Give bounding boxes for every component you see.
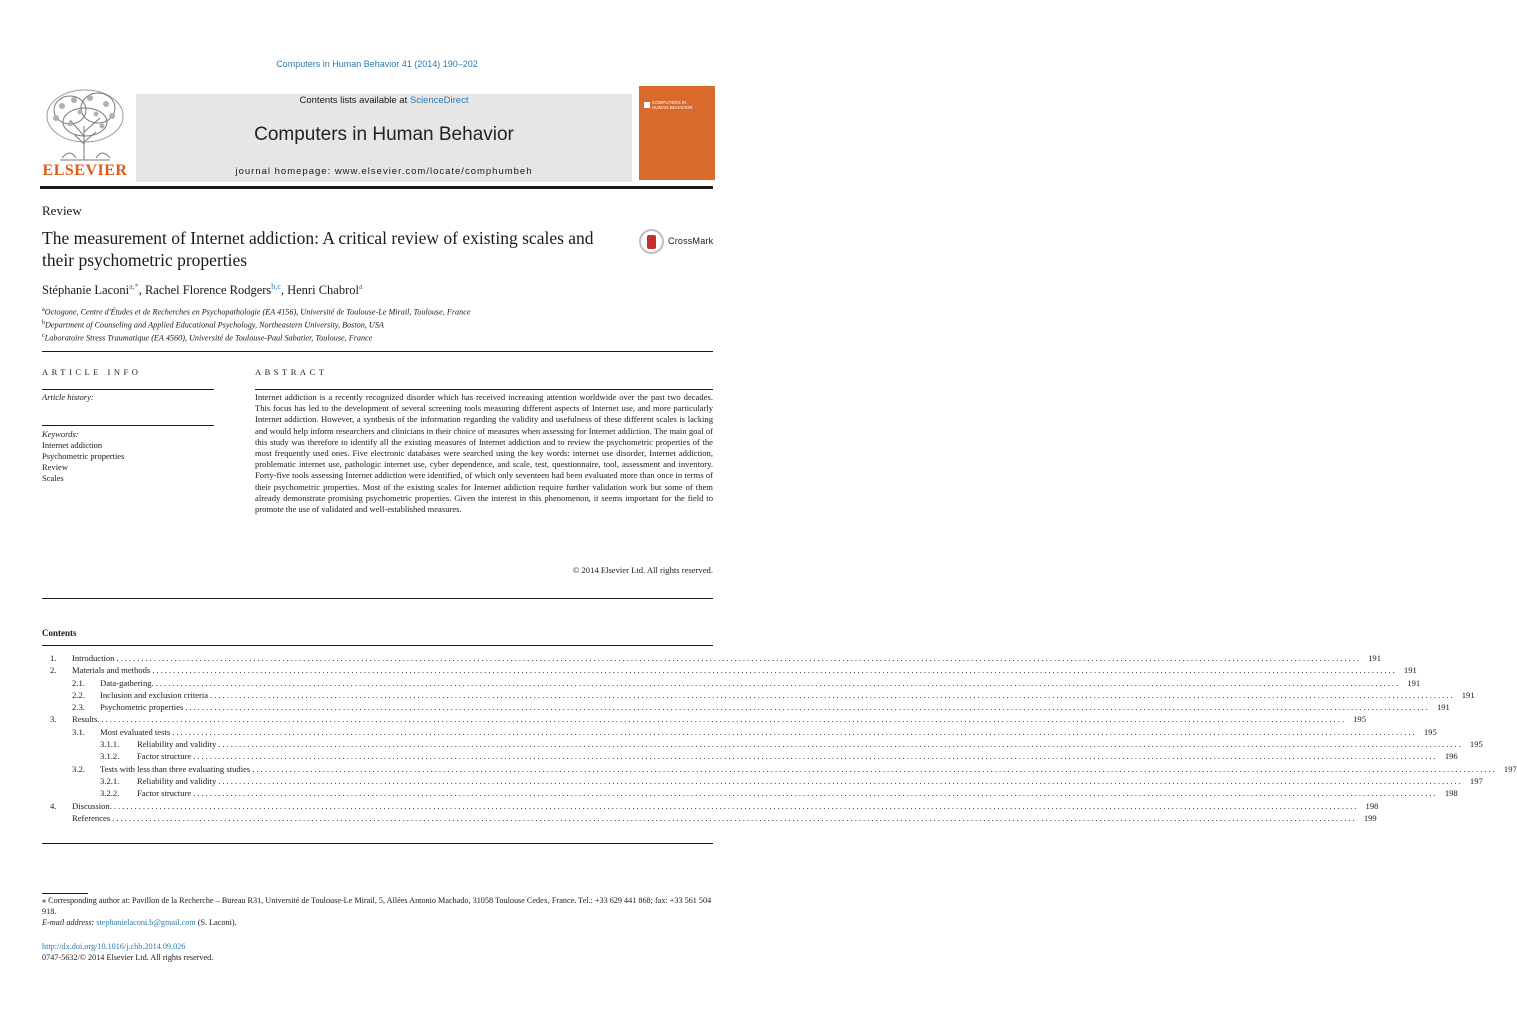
toc-page-number: 199: [1363, 812, 1377, 823]
toc-number: 2.: [50, 665, 57, 676]
toc-page-number: 198: [1365, 800, 1379, 811]
affiliations: [42, 305, 471, 345]
toc-number: 3.1.: [72, 726, 85, 737]
header-rule: [40, 186, 713, 189]
toc-page-number: 195: [1469, 739, 1483, 750]
toc-number: 3.2.2.: [100, 788, 120, 799]
toc-title[interactable]: Reliability and validity: [137, 739, 217, 750]
sciencedirect-link[interactable]: ScienceDirect: [409, 95, 469, 106]
toc-entry[interactable]: [42, 653, 1382, 665]
toc-leader-dots: ............................................................................................................................................................................................................................................................................................................: [193, 788, 1438, 799]
contents-prefix: Contents lists available at: [299, 95, 410, 106]
affiliation-item: $^a$Octogone, Centre d'Études et de Recherches en Psychopathologie (EA 4156), Université de Toulouse-Le Mirail, Toulouse, France: [42, 307, 471, 317]
crossmark-label: CrossMark: [668, 236, 714, 246]
elsevier-tree-logo-icon: [40, 86, 130, 180]
corresponding-author-footnote: [42, 895, 713, 929]
toc-entry[interactable]: [42, 702, 1450, 714]
author-name: Henri Chabrol: [287, 283, 359, 298]
keyword: Review: [42, 462, 68, 472]
affiliation-item: $^c$Laboratoire Stress Traumatique (EA 4560), Université de Toulouse-Paul Sabatier, Toulouse, France: [42, 333, 373, 344]
toc-leader-dots: ............................................................................................................................................................................................................................................................................................................: [101, 714, 1346, 725]
author-list: Stéphanie Laconi$^{a,*}$, Rachel Florence Rodgers$^{b,c}$, Henri Chabrol$^a$: [42, 282, 363, 298]
journal-banner: [136, 94, 632, 182]
footnote-text: Corresponding author at: Pavillon de la Recherche – Bureau R31, Université de Toulouse-Le Mirail, 5, Allées Antonio Machado, 31058 Toulouse Cedex, France. Tel.: +33 629 441 868; fax: +33 561 504 918.: [42, 896, 712, 917]
toc-number: 2.2.: [72, 689, 85, 700]
toc-leader-dots: ............................................................................................................................................................................................................................................................................................................: [155, 677, 1401, 688]
toc-leader-dots: ............................................................................................................................................................................................................................................................................................................: [113, 800, 1359, 811]
author-name: Rachel Florence Rodgers: [144, 283, 272, 298]
keywords-block: [42, 429, 124, 484]
toc-entry[interactable]: [42, 751, 1458, 763]
toc-number: 2.3.: [72, 702, 85, 713]
running-head[interactable]: Computers in Human Behavior 41 (2014) 190–202: [276, 59, 478, 69]
toc-title[interactable]: Discussion.: [72, 800, 112, 811]
crossmark-icon: [639, 229, 664, 254]
footnote-rule: [42, 893, 88, 894]
table-of-contents: [42, 653, 1517, 825]
toc-leader-dots: ............................................................................................................................................................................................................................................................................................................: [172, 726, 1417, 737]
keywords-label: Keywords:: [42, 429, 79, 439]
toc-leader-dots: ............................................................................................................................................................................................................................................................................................................: [185, 702, 1430, 713]
toc-title[interactable]: Most evaluated tests: [100, 726, 171, 737]
crossmark-button[interactable]: [638, 229, 728, 257]
toc-title[interactable]: Materials and methods: [72, 665, 151, 676]
toc-number: 3.: [50, 714, 57, 725]
article-title: The measurement of Internet addiction: A critical review of existing scales and their psychometric properties: [42, 228, 594, 270]
contents-heading: Contents: [42, 628, 77, 638]
abstract-copyright: © 2014 Elsevier Ltd. All rights reserved.: [572, 565, 713, 575]
contents-rule: [42, 645, 713, 646]
author-name: Stéphanie Laconi: [42, 283, 130, 298]
journal-homepage[interactable]: journal homepage: www.elsevier.com/locate/comphumbeh: [235, 166, 533, 177]
toc-leader-dots: ............................................................................................................................................................................................................................................................................................................: [116, 653, 1362, 663]
journal-title: Computers in Human Behavior: [254, 124, 514, 145]
article-history-label: Article history:: [42, 392, 94, 402]
author-affiliation-marker[interactable]: a,*: [129, 282, 139, 291]
toc-entry[interactable]: [42, 689, 1475, 702]
doi-link[interactable]: http://dx.doi.org/10.1016/j.chb.2014.09.026: [42, 942, 186, 951]
toc-leader-dots: ............................................................................................................................................................................................................................................................................................................: [218, 775, 1463, 786]
toc-leader-dots: ............................................................................................................................................................................................................................................................................................................: [252, 763, 1497, 774]
toc-entry[interactable]: [42, 788, 1458, 800]
toc-page-number: 196: [1444, 751, 1458, 762]
author-affiliation-marker[interactable]: a: [358, 282, 363, 291]
abstract-rule: [255, 389, 713, 390]
cover-title: COMPUTERS IN HUMAN BEHAVIOR: [652, 100, 693, 110]
toc-page-number: 191: [1403, 665, 1417, 676]
toc-page-number: 191: [1436, 702, 1450, 713]
toc-number: 3.1.2.: [100, 751, 120, 762]
toc-number: 2.1.: [72, 677, 85, 688]
keyword: Internet addiction: [42, 440, 103, 450]
toc-title[interactable]: Factor structure: [137, 788, 192, 799]
publisher-name: ELSEVIER: [42, 162, 128, 179]
toc-title[interactable]: References: [72, 812, 111, 823]
toc-page-number: 191: [1461, 689, 1475, 700]
toc-entry[interactable]: [42, 714, 1366, 726]
toc-page-number: 191: [1368, 653, 1382, 663]
author-affiliation-marker[interactable]: b,c: [271, 282, 281, 291]
doi-block: [42, 941, 213, 963]
contents-line: [136, 95, 632, 106]
email-suffix: (S. Laconi).: [195, 918, 237, 928]
toc-number: 1.: [50, 653, 57, 663]
toc-entry[interactable]: [42, 726, 1437, 739]
keywords-rule: [42, 425, 214, 426]
toc-page-number: 197: [1469, 775, 1483, 786]
toc-leader-dots: ............................................................................................................................................................................................................................................................................................................: [193, 751, 1438, 762]
toc-leader-dots: ............................................................................................................................................................................................................................................................................................................: [210, 689, 1455, 700]
keyword: Psychometric properties: [42, 451, 125, 461]
toc-page-number: 195: [1353, 714, 1366, 725]
toc-page-number: 198: [1444, 788, 1458, 799]
abstract-heading: ABSTRACT: [255, 367, 328, 377]
toc-leader-dots: ............................................................................................................................................................................................................................................................................................................: [152, 665, 1397, 676]
email-label: E-mail address:: [42, 918, 97, 928]
toc-leader-dots: ............................................................................................................................................................................................................................................................................................................: [218, 739, 1463, 750]
keyword: Scales: [42, 473, 64, 483]
toc-entry[interactable]: [42, 775, 1483, 788]
journal-masthead: [40, 86, 713, 182]
toc-entry[interactable]: [42, 739, 1483, 751]
footnote-marker: ⁎: [42, 896, 47, 905]
toc-page-number: 191: [1407, 677, 1421, 688]
toc-title[interactable]: Factor structure: [137, 751, 192, 762]
toc-leader-dots: ............................................................................................................................................................................................................................................................................................................: [112, 812, 1357, 823]
toc-title[interactable]: Psychometric properties: [100, 702, 184, 713]
email-link[interactable]: stephanielaconi.b@gmail.com: [96, 918, 196, 928]
toc-title[interactable]: Data-gathering.: [100, 677, 154, 688]
toc-number: 4.: [50, 800, 57, 811]
toc-title[interactable]: Tests with less than three evaluating studies: [100, 763, 251, 774]
toc-entry[interactable]: [42, 665, 1417, 677]
section-divider: [42, 351, 713, 352]
article-info-heading: ARTICLE INFO: [42, 367, 142, 377]
toc-title[interactable]: Results.: [72, 714, 100, 725]
cover-badge-icon: [644, 102, 650, 108]
toc-entry[interactable]: [42, 677, 1421, 690]
article-type: Review: [42, 203, 82, 218]
toc-title[interactable]: Reliability and validity: [137, 775, 217, 786]
affiliation-item: $^b$Department of Counseling and Applied Educational Psychology, Northeastern University, Boston, USA: [42, 320, 384, 330]
toc-number: 3.1.1.: [100, 739, 120, 750]
toc-page-number: 195: [1423, 726, 1437, 737]
abstract-text: Internet addiction is a recently recognized disorder which has received increasing attention worldwide over the past two decades. This focus has led to the development of several screening tools measuring different aspects of Internet use, and more particularly Internet addiction. However, a synthesis of the information regarding the validity and usefulness of these different scales is lacking and would help inform researchers and clinicians in their choice of measures when assessing for Internet addiction. The main goal of this study was therefore to identify all the existing measures of Internet addiction and to review the psychometric properties of the most frequently used ones. Five electronic databases were searched using the key words: internet use disorder, Internet addiction, problematic internet use, pathologic internet use, cyber dependence, and scale, test, questionnaire, tool, assessment and inventory. Forty-five tools assessing Internet addiction were identified, of which only seventeen had been evaluated more than once in terms of their psychometric properties. Most of the existing scales for Internet addiction require further validation work but some of them already demonstrate promising psychometric properties. Given the interest in this phenomenon, it seems important for the field to promote the use of validated and well-established measures.: [255, 392, 713, 515]
section-divider: [42, 598, 713, 599]
section-divider: [42, 843, 713, 844]
journal-cover-thumbnail: [639, 86, 715, 180]
toc-entry[interactable]: [42, 763, 1517, 776]
toc-number: 3.2.1.: [100, 775, 120, 786]
toc-title[interactable]: Inclusion and exclusion criteria: [100, 689, 209, 700]
toc-number: 3.2.: [72, 763, 85, 774]
toc-title[interactable]: Introduction: [72, 653, 115, 663]
article-info-rule: [42, 389, 214, 390]
toc-page-number: 197: [1503, 763, 1517, 774]
toc-entry[interactable]: [42, 812, 1377, 825]
issn-line: 0747-5632/© 2014 Elsevier Ltd. All rights reserved.: [42, 953, 214, 963]
toc-entry[interactable]: [42, 800, 1379, 813]
